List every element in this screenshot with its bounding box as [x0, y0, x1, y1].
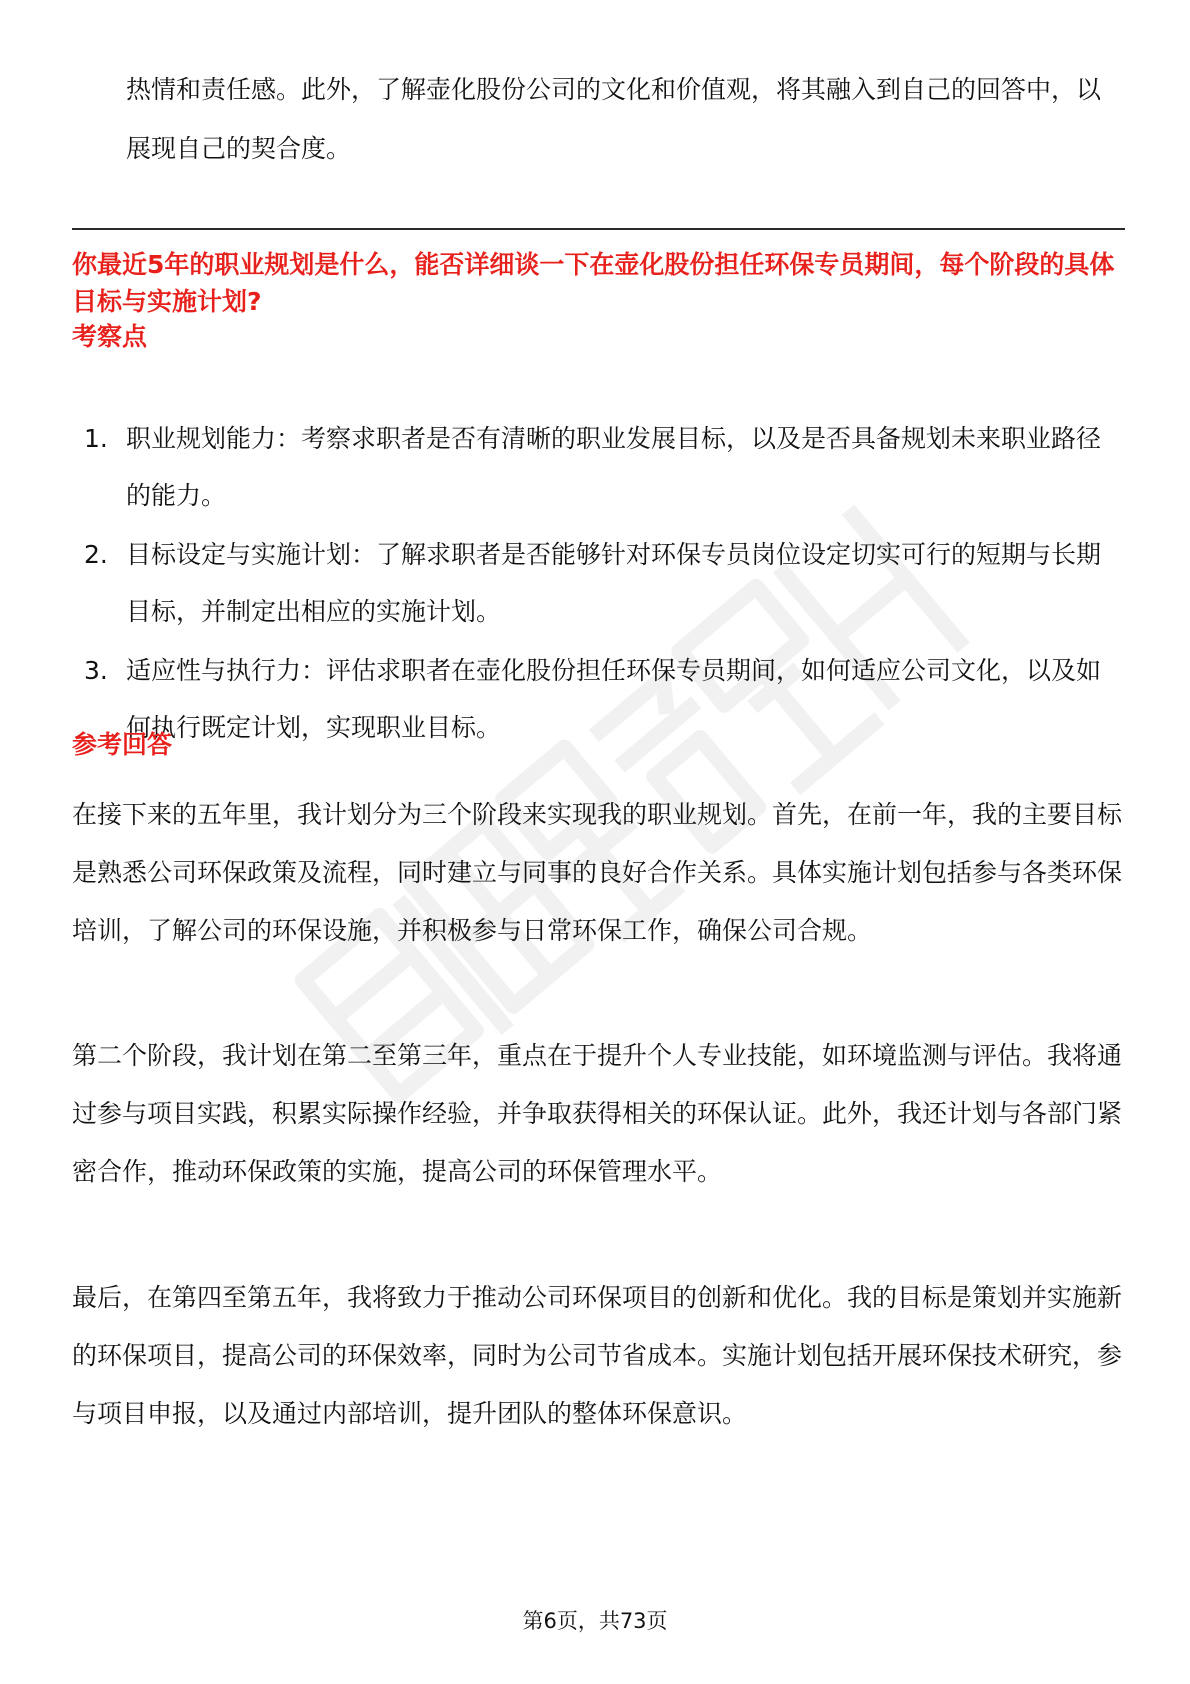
answer-paragraph: 最后，在第四至第五年，我将致力于推动公司环保项目的创新和优化。我的目标是策划并实施新的环保项目，提高公司的环保效率，同时为公司节省成本。实施计划包括开展环保技术研究，参与项目申报，以及通过内部培训，提升团队的整体环保意识。 [72, 1283, 1123, 1428]
exam-points-heading: 考察点 [72, 322, 148, 351]
continuation-paragraph: 热情和责任感。此外，了解壶化股份公司的文化和价值观，将其融入到自己的回答中，以展现自己的契合度。 [126, 75, 1102, 163]
answer-heading: 参考回答 [72, 730, 173, 759]
question-title: 你最近5年的职业规划是什么，能否详细谈一下在壶化股份担任环保专员期间，每个阶段的具体目标与实施计划? [72, 250, 1115, 316]
exam-points-list [84, 410, 1124, 758]
list-item-number: 1. [84, 424, 108, 453]
list-item-text: 目标设定与实施计划：了解求职者是否能够针对环保专员岗位设定切实可行的短期与长期目标，并制定出相应的实施计划。 [126, 540, 1102, 626]
list-item-text: 适应性与执行力：评估求职者在壶化股份担任环保专员期间，如何适应公司文化，以及如何执行既定计划，实现职业目标。 [126, 656, 1102, 742]
answer-paragraph: 第二个阶段，我计划在第二至第三年，重点在于提升个人专业技能，如环境监测与评估。我将通过参与项目实践，积累实际操作经验，并争取获得相关的环保认证。此外，我还计划与各部门紧密合作，推动环保政策的实施，提高公司的环保管理水平。 [72, 1041, 1123, 1186]
list-item [84, 642, 1124, 756]
list-item [84, 526, 1124, 640]
page-footer: 第6页，共73页 [522, 1609, 668, 1633]
section-divider [72, 228, 1125, 230]
answer-paragraph: 在接下来的五年里，我计划分为三个阶段来实现我的职业规划。首先，在前一年，我的主要目标是熟悉公司环保政策及流程，同时建立与同事的良好合作关系。具体实施计划包括参与各类环保培训，了解公司的环保设施，并积极参与日常环保工作，确保公司合规。 [72, 800, 1123, 945]
list-item-text: 职业规划能力：考察求职者是否有清晰的职业发展目标，以及是否具备规划未来职业路径的能力。 [126, 424, 1102, 510]
list-item-number: 3. [84, 656, 108, 685]
list-item-number: 2. [84, 540, 108, 569]
list-item [84, 410, 1124, 524]
